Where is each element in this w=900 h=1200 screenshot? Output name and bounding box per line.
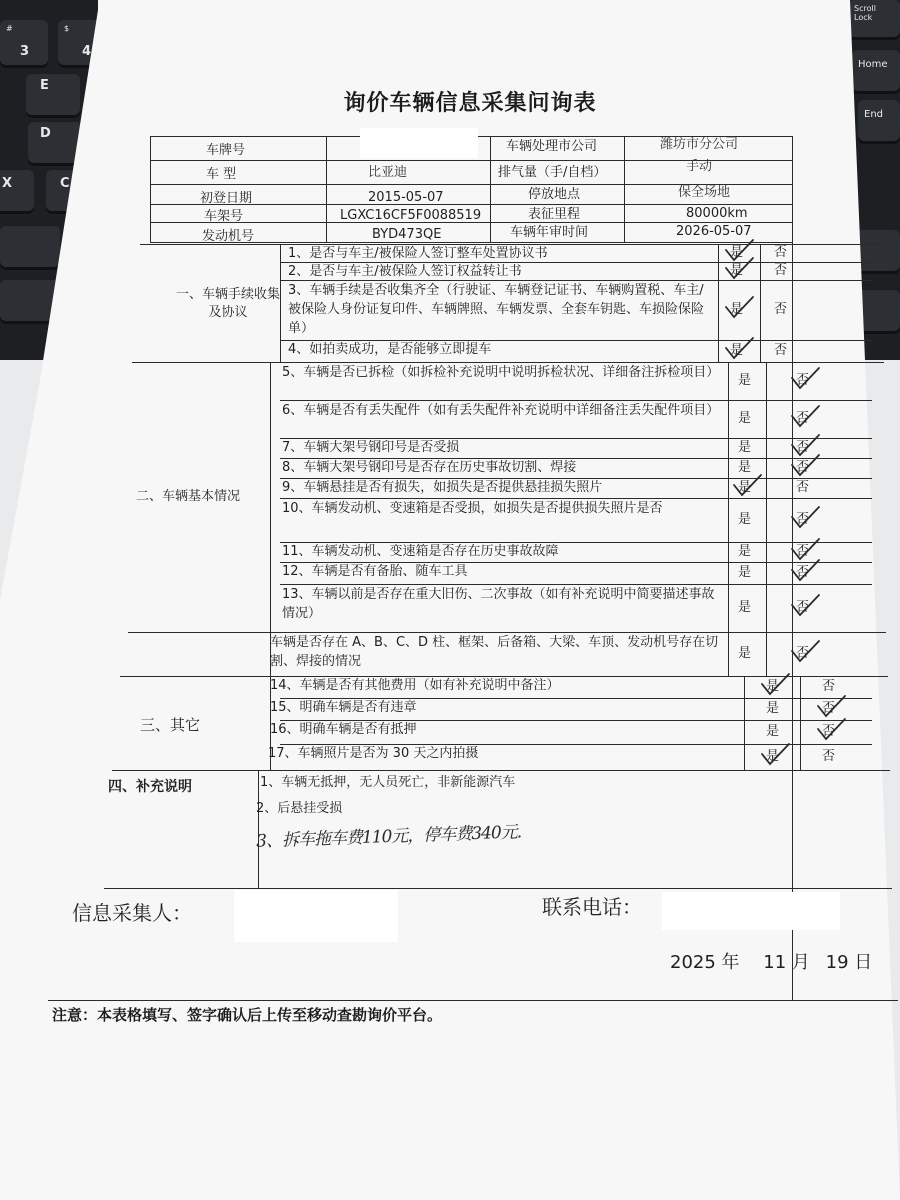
- question-14: 车辆是否存在 A、B、C、D 柱、框架、后备箱、大梁、车顶、发动机号存在切割、焊接的情况: [270, 635, 719, 669]
- question-11: 11、车辆发动机、变速箱是否存在历史事故故障: [282, 544, 559, 559]
- answer-no-label: 否: [774, 302, 788, 317]
- answer-yes-label: 是: [766, 679, 780, 694]
- table-rule-v: [150, 136, 151, 242]
- answer-no-label: 否: [822, 679, 836, 694]
- key-3-label: 3: [20, 44, 30, 59]
- answer-yes-label: 是: [730, 245, 744, 260]
- key-scroll-lock-label: Scroll Lock: [854, 4, 876, 22]
- key-4-symbol: $: [64, 24, 70, 33]
- answer-no-label: 否: [796, 480, 810, 495]
- answer-yes-label: 是: [738, 411, 752, 426]
- question-9: 9、车辆悬挂是否有损失，如损失是否提供悬挂损失照片: [282, 480, 603, 495]
- answer-yes-label: 是: [738, 373, 752, 388]
- question-7: 7、车辆大架号钢印号是否受损: [282, 440, 460, 455]
- collector-label: 信息采集人：: [72, 901, 192, 925]
- answer-yes-label: 是: [766, 749, 780, 764]
- question-12: 12、车辆是否有备胎、随车工具: [282, 564, 468, 579]
- section-1-label: 一、车辆手续收集及协议: [176, 287, 281, 320]
- inspection-value: 2026-05-07: [676, 224, 752, 239]
- location-label: 停放地点: [528, 187, 581, 202]
- date-month: 11: [763, 952, 787, 973]
- reg-date-label: 初登日期: [200, 191, 253, 206]
- form-date: [670, 954, 872, 972]
- gearbox-label: 排气量（手/自档）: [498, 165, 607, 180]
- answer-no-label: 否: [796, 646, 810, 661]
- question-3: 3、车辆手续是否收集齐全（行驶证、车辆登记证书、车辆购置税、车主/被保险人身份证复印件、车辆牌照、车辆发票、全套车钥匙、车损险保险单）: [288, 283, 705, 336]
- table-rule-v: [718, 244, 719, 362]
- vin-value: LGXC16CF5F0088519: [340, 208, 482, 223]
- company-label: 车辆处理市公司: [506, 139, 598, 154]
- table-rule-v: [766, 362, 767, 676]
- answer-no-label: 否: [774, 343, 788, 358]
- section-4-label: 四、补充说明: [108, 779, 192, 795]
- phone-label: 联系电话：: [542, 895, 642, 919]
- table-rule-h: [104, 888, 892, 889]
- type-label: 车 型: [206, 167, 237, 182]
- question-8: 8、车辆大架号钢印号是否存在历史事故切割、焊接: [282, 460, 577, 475]
- date-year-unit: 年: [721, 952, 740, 973]
- mileage-label: 表征里程: [528, 207, 581, 222]
- supplement-line-2: 2、后悬挂受损: [256, 801, 343, 816]
- answer-yes-label: 是: [738, 512, 752, 527]
- answer-yes-label: 是: [738, 600, 752, 615]
- supplement-line-1: 1、车辆无抵押，无人员死亡，非新能源汽车: [260, 775, 516, 790]
- question-17: 16、明确车辆是否有抵押: [270, 722, 417, 737]
- answer-no-label: 否: [822, 749, 836, 764]
- question-5: 5、车辆是否已拆检（如拆检补充说明中说明拆检状况、详细备注拆检项目）: [282, 365, 720, 380]
- answer-yes-label: 是: [738, 480, 752, 495]
- question-1: 1、是否与车主/被保险人签订整车处置协议书: [288, 246, 548, 261]
- answer-no-label: 否: [774, 263, 788, 278]
- key-home-label: Home: [858, 59, 888, 70]
- table-rule-v: [624, 136, 625, 242]
- date-year: 2025: [670, 952, 716, 973]
- answer-no-label: 否: [796, 565, 810, 580]
- table-rule-h: [112, 770, 890, 771]
- answer-no-label: 否: [796, 544, 810, 559]
- answer-yes-label: 是: [738, 565, 752, 580]
- answer-yes-label: 是: [766, 724, 780, 739]
- question-6: 6、车辆是否有丢失配件（如有丢失配件补充说明中详细备注丢失配件项目）: [282, 403, 720, 418]
- date-day-unit: 日: [854, 952, 873, 973]
- answer-no-label: 否: [796, 512, 810, 527]
- type-value: 比亚迪: [368, 165, 408, 180]
- mileage-value: 80000km: [686, 206, 748, 221]
- key-d-label: D: [40, 126, 51, 141]
- answer-yes-label: 是: [730, 302, 744, 317]
- table-rule-v: [280, 244, 281, 362]
- answer-yes-label: 是: [738, 440, 752, 455]
- phone-redacted: [662, 892, 840, 930]
- plate-label: 车牌号: [206, 143, 246, 158]
- engine-value: BYD473QE: [372, 227, 442, 242]
- gearbox-value: 手动: [686, 159, 713, 174]
- section-2-label: 二、车辆基本情况: [136, 489, 241, 504]
- form-title: 询价车辆信息采集问询表: [343, 91, 597, 116]
- table-rule-h: [48, 1000, 898, 1001]
- answer-yes-label: 是: [730, 263, 744, 278]
- table-rule-v: [728, 362, 729, 676]
- notice-text: 注意：本表格填写、签字确认后上传至移动查勘询价平台。: [52, 1006, 443, 1024]
- date-day: 19: [825, 952, 849, 973]
- collector-redacted: [234, 890, 398, 942]
- key-e-label: E: [40, 78, 49, 93]
- key-x-label: X: [2, 176, 13, 191]
- table-rule-v: [744, 676, 745, 770]
- date-month-unit: 月: [791, 952, 810, 973]
- question-10: 10、车辆发动机、变速箱是否受损，如损失是否提供损失照片是否: [282, 501, 663, 516]
- table-rule-v: [326, 136, 327, 242]
- answer-no-label: 否: [796, 460, 810, 475]
- table-rule-v: [490, 136, 491, 242]
- question-2: 2、是否与车主/被保险人签订权益转让书: [288, 264, 522, 279]
- answer-no-label: 否: [796, 411, 810, 426]
- company-value: 潍坊市分公司: [660, 137, 739, 152]
- answer-yes-label: 是: [738, 544, 752, 559]
- table-rule-v: [792, 136, 793, 1000]
- answer-no-label: 否: [822, 724, 836, 739]
- question-18: 17、车辆照片是否为 30 天之内拍摄: [268, 746, 479, 761]
- key-3-symbol: #: [6, 24, 13, 33]
- engine-label: 发动机号: [202, 229, 255, 244]
- location-value: 保全场地: [678, 185, 731, 200]
- key-end-label: End: [864, 109, 884, 120]
- answer-no-label: 否: [796, 440, 810, 455]
- answer-no-label: 否: [796, 373, 810, 388]
- answer-no-label: 否: [796, 600, 810, 615]
- answer-yes-label: 是: [766, 701, 780, 716]
- key-c-label: C: [60, 176, 70, 191]
- plate-value-redacted: [360, 128, 478, 158]
- table-rule-v: [800, 676, 801, 770]
- answer-no-label: 否: [774, 245, 788, 260]
- question-15: 14、车辆是否有其他费用（如有补充说明中备注）: [270, 678, 560, 693]
- section-3-label: 三、其它: [140, 716, 201, 734]
- inspection-label: 车辆年审时间: [510, 225, 589, 240]
- table-rule-v: [760, 244, 761, 362]
- question-16: 15、明确车辆是否有违章: [270, 700, 417, 715]
- supplement-line-3: 3、拆车拖车费110元，停车费340元.: [255, 822, 522, 852]
- vin-label: 车架号: [204, 209, 244, 224]
- key-4-label: 4: [82, 44, 92, 59]
- reg-date-value: 2015-05-07: [368, 190, 444, 205]
- answer-no-label: 否: [822, 701, 836, 716]
- answer-yes-label: 是: [738, 460, 752, 475]
- question-4: 4、如拍卖成功，是否能够立即提车: [288, 342, 492, 357]
- question-13: 13、车辆以前是否存在重大旧伤、二次事故（如有补充说明中简要描述事故情况）: [282, 587, 715, 621]
- answer-yes-label: 是: [730, 343, 744, 358]
- answer-yes-label: 是: [738, 646, 752, 661]
